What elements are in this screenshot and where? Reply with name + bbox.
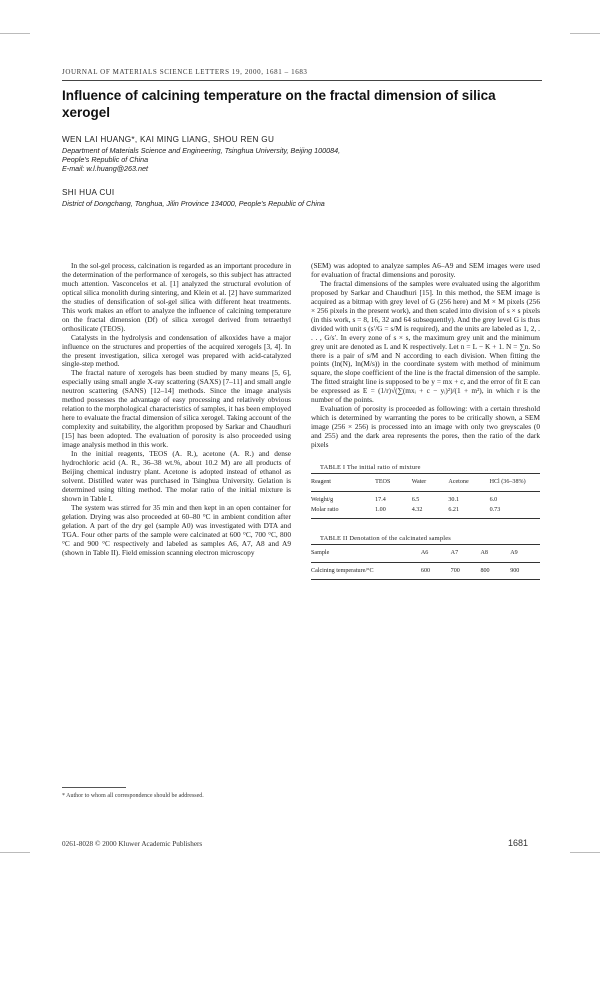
author-email: E-mail: w.l.huang@263.net <box>62 164 149 173</box>
table-header-cell: A8 <box>480 544 510 562</box>
table-header-cell: Reagent <box>311 473 375 491</box>
table-cell: Weight/g <box>311 496 334 503</box>
body-column-left <box>62 262 291 557</box>
header-rule <box>62 80 542 81</box>
article-title: Influence of calcining temperature on the fractal dimension of silica xerogel <box>62 88 496 120</box>
table-row <box>311 491 540 505</box>
table-header-row <box>311 544 540 562</box>
affiliation-country: People's Republic of China <box>62 155 149 164</box>
paragraph: In the sol-gel process, calcination is regarded as an important procedure in the determination of the performance of xerogels, so this subject has attracted much attention. Vasconcelos et al. [1] analyzed the structural evolution of optical silica monolith during sintering, and Klein et al. [2] have summarized the studies of densification of sol-gel silica with different heat treatments. This work makes an effort to analyze the influence of calcining temperature on the fractal dimension (Df) of silica xerogel derived from tetraethyl orthosilicate (TEOS). <box>62 261 291 333</box>
crop-mark <box>570 852 600 853</box>
sample-denotation-table <box>311 544 540 580</box>
table-cell: 30.1 <box>448 496 460 503</box>
table-cell: Calcining temperature/°C <box>311 562 421 579</box>
table-header-cell: Acetone <box>448 473 489 491</box>
table-header-cell: A6 <box>421 544 451 562</box>
table-cell: 17.4 <box>375 496 386 503</box>
paragraph: The fractal nature of xerogels has been studied by many means [5, 6], especially using small angle X-ray scattering (SAXS) [7–11] and small angle neutron scattering (SANS) [12–14] methods. Since the image analysis method possesses the advantage of easy processing and relatively obvious relation to the morphological characteristics of samples, it has been employed here to evaluate the fractal dimension of silica xerogel. Taking account of the complexity and suitability, the algorithm proposed by Sarkar and Chaudhuri [15] has been adopted. The evaluation of porosity is also proceeded using image analysis method in this work. <box>62 368 291 450</box>
author-list: WEN LAI HUANG*, KAI MING LIANG, SHOU REN GU <box>62 135 275 144</box>
table-header-cell: Sample <box>311 544 421 562</box>
table-caption: TABLE II Denotation of the calcinated samples <box>320 535 451 543</box>
table-cell: 800 <box>480 562 510 579</box>
table-cell: 600 <box>421 562 451 579</box>
table-cell: 6.0 <box>489 496 498 503</box>
affiliation-2: District of Dongchang, Tonghua, Jilin Province 134000, People's Republic of China <box>62 199 325 208</box>
footnote: * Author to whom all correspondence should be addressed. <box>62 793 204 799</box>
table-caption: TABLE I The initial ratio of mixture <box>320 464 421 472</box>
table-header-cell: HCl (36–38%) <box>490 473 540 491</box>
paragraph: The system was stirred for 35 min and then kept in an open container for gelation. Drying was also proceeded at 60–80 °C in ambient condition after gelation. A part of the dry gel (sample A0) was investigated with DTA and TGA. Four other parts of the sample were calcinated at 600 °C, 700 °C, 800 °C and 900 °C respectively and labeled as samples A6, A7, A8 and A9 (shown in Table II). Field emission scanning electron microscopy <box>62 502 291 557</box>
crop-mark <box>0 852 30 853</box>
table-header-row <box>311 473 540 491</box>
table-header-cell: A9 <box>510 544 540 562</box>
table-cell: 4.32 <box>412 505 449 518</box>
issn-copyright: 0261-8028 © 2000 Kluwer Academic Publishers <box>62 840 203 848</box>
paragraph: Catalysts in the hydrolysis and condensation of alkoxides have a major influence on the structures and properties of the acquired xerogels [3, 4]. In the present investigation, silica xerogel was prepared with acid-catalyzed single-step method. <box>62 332 291 369</box>
mixture-ratio-table <box>311 473 540 519</box>
table-cell: 6.21 <box>448 505 489 518</box>
table-cell: 900 <box>510 562 540 579</box>
table-row <box>311 505 540 518</box>
footnote-rule <box>62 787 126 788</box>
running-head: JOURNAL OF MATERIALS SCIENCE LETTERS 19, 2000, 1681 – 1683 <box>62 68 308 76</box>
crop-mark <box>0 33 30 34</box>
table-header-cell: Water <box>412 473 449 491</box>
table-cell: 0.73 <box>490 505 540 518</box>
table-row <box>311 562 540 579</box>
paragraph: (SEM) was adopted to analyze samples A6–A9 and SEM images were used for evaluation of fractal dimensions and porosity. <box>311 261 540 279</box>
paragraph: The fractal dimensions of the samples were evaluated using the algorithm proposed by Sarkar and Chaudhuri [15]. In this method, the SEM image is acquired as a bitmap with grey level of G (256 here) and M × M pixels (256 × 256 pixels in the present work), and then scaled into division of s × s pixels (in this work, s = 8, 16, 32 and 64 subsequently). And the grey level G is thus divided with unit s (s′/G = s/M is required), and the units are labeled as 1, 2, . . . , G/s′. In every zone of s × s, the maximum grey unit and the minimum grey unit are denoted as L and K respectively. Let n = L − K + 1. N = ∑n. So there is a pair of s/M and N according to each division. When fitting the points (ln(N), ln(M/s)) in the coordinate system with method of minimum square, the slope coefficient of the line is the fractal dimension of the sample. The fitted straight line is supposed to be y = mx + c, and the error of fit E can be expressed as E = (1/r)√(∑(mxᵢ + c − yᵢ)²)/(1 + m²), in which r is the number of the points. <box>311 278 540 405</box>
author-list-2: SHI HUA CUI <box>62 188 115 197</box>
table-header-cell: A7 <box>451 544 481 562</box>
affiliation: Department of Materials Science and Engineering, Tsinghua University, Beijing 100084, <box>62 146 341 155</box>
paragraph: Evaluation of porosity is proceeded as following: with a certain threshold which is determined by warranting the pores to be critically shown, a SEM image (256 × 256) is processed into an image with only two greyscales (0 and 255) and the dark area represents the pores, then the ratio of the dark pixels <box>311 404 540 450</box>
table-cell: 700 <box>451 562 481 579</box>
table-header-cell: TEOS <box>375 473 412 491</box>
paragraph: In the initial reagents, TEOS (A. R.), acetone (A. R.) and dense hydrochloric acid (A. R., 36–38 wt.%, about 10.2 M) are all products of Beijing chemical industry plant. Acetone is adopted instead of ethanol as solvent. Distilled water was purchased in Tsinghua University. Gelation is determined using tilting method. The molar ratio of the initial mixture is shown in Table I. <box>62 449 291 503</box>
page-number: 1681 <box>508 838 529 848</box>
body-column-right <box>311 262 540 580</box>
table-cell: 6.5 <box>411 496 420 503</box>
crop-mark <box>570 33 600 34</box>
table-cell: 1.00 <box>375 505 412 518</box>
table-cell: Molar ratio <box>311 505 375 518</box>
